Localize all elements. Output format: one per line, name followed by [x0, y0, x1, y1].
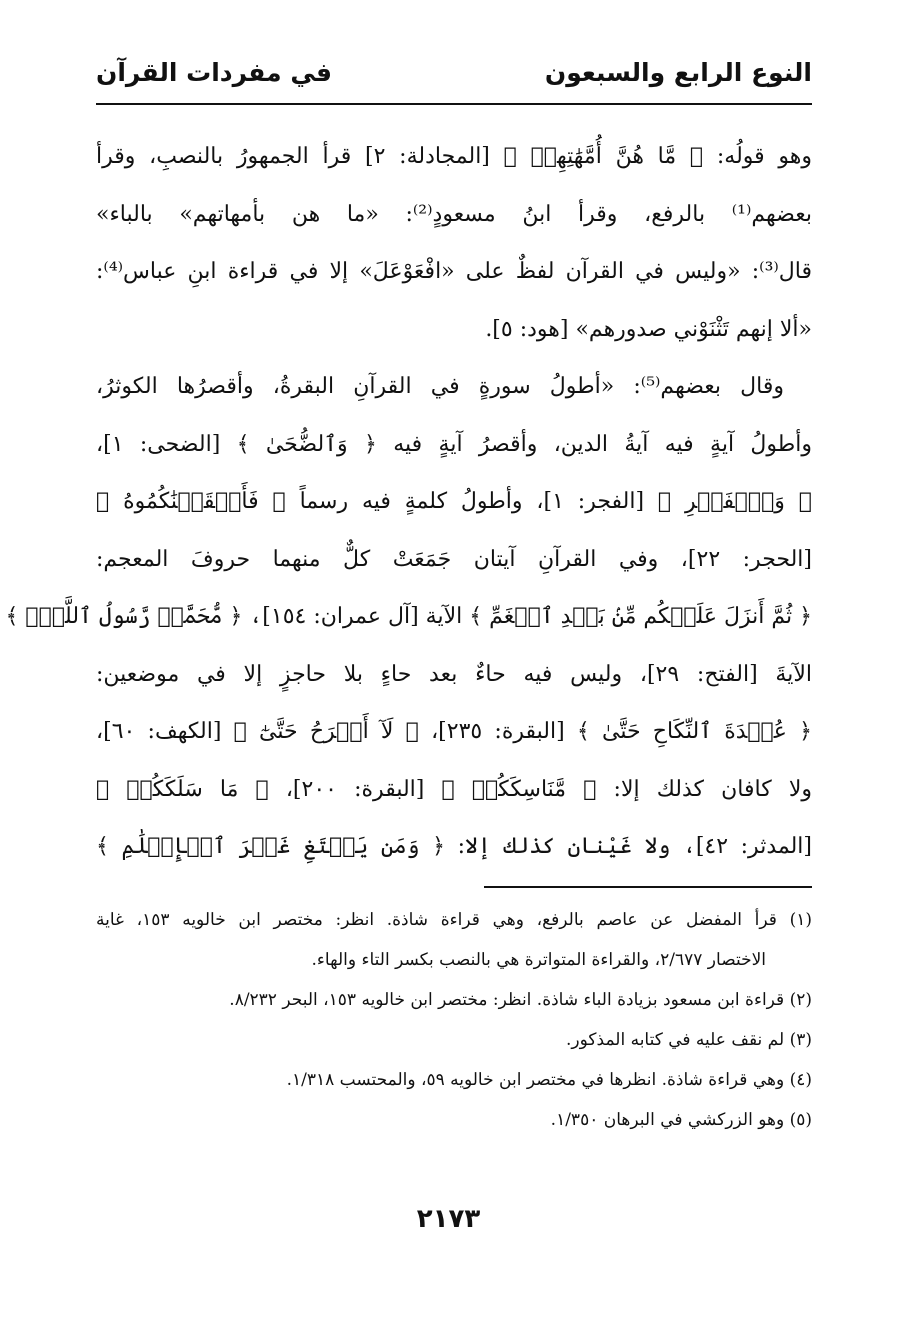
- text-line: قال⁽³⁾: «وليس في القرآن لفظٌ على «افْعَوْعَلَ» إلا في قراءة ابنِ عباس⁽⁴⁾:: [96, 259, 812, 284]
- text-line: ﴿ ثُمَّ أَنزَلَ عَلَيۡكُم مِّنۢ بَعۡدِ ٱلۡغَمِّ ﴾ الآية [آل عمران: ١٥٤]، ﴿ مُّحَمَّدٞ رَّسُولُ ٱللَّهِۚ ﴾: [5, 604, 812, 629]
- header-divider: [96, 103, 812, 105]
- footnote-line: (٢) قراءة ابن مسعود بزيادة الباء شاذة. انظر: مختصر ابن خالويه ١٥٣، البحر ٨/٢٣٢.: [229, 990, 812, 1010]
- text-line: ولا كافان كذلك إلا: ﴿ مَّنَاسِكَكُمۡ ﴾ [البقرة: ٢٠٠]، ﴿ مَا سَلَكَكُمۡ ﴾: [96, 776, 813, 802]
- book-section-title: في مفردات القرآن: [96, 58, 333, 87]
- text-line: ﴿ وَٱلۡفَجۡرِ ﴾ [الفجر: ١]، وأطولُ كلمةٍ فيه رسماً ﴿ فَأَسۡقَيۡنَٰكُمُوهُ ﴾: [96, 489, 812, 514]
- text-line: ﴿ عُقۡدَةَ ٱلنِّكَاحِ حَتَّىٰ ﴾ [البقرة: ٢٣٥]، ﴿ لَآ أَبۡرَحُ حَتَّىٰٓ ﴾ [الكهف: ٦٠]،: [96, 719, 812, 744]
- footnote-line: (٣) لم نقف عليه في كتابه المذكور.: [566, 1030, 812, 1050]
- page-number: ٢١٧٣: [416, 1204, 481, 1234]
- footnote-divider: [484, 886, 812, 888]
- footnote-line: (٤) وهي قراءة شاذة. انظرها في مختصر ابن خالويه ٥٩، والمحتسب ١/٣١٨.: [286, 1070, 812, 1090]
- text-line: وقال بعضهم⁽⁵⁾: «أطولُ سورةٍ في القرآنِ البقرةُ، وأقصرُها الكوثرُ،: [96, 374, 784, 399]
- text-line: بعضهم⁽¹⁾ بالرفع، وقرأ ابنُ مسعودٍ⁽²⁾: «ما هن بأمهاتهم» بالباء»: [96, 201, 812, 227]
- footnote-line: (٥) وهو الزركشي في البرهان ١/٣٥٠.: [550, 1110, 812, 1130]
- footnotes: [96, 900, 812, 1140]
- main-text: [5, 128, 813, 876]
- chapter-title: النوع الرابع والسبعون: [544, 58, 812, 87]
- footnote-line: الاختصار ٢/٦٧٧، والقراءة المتواترة هي بالنصب بكسر التاء والهاء.: [311, 950, 766, 970]
- text-line: [المدثر: ٤٢]، ولا غَيْنان كذلك إلا: ﴿ وَمَن يَبۡتَغِ غَيۡرَ ٱلۡإِسۡلَٰمِ ﴾: [96, 834, 812, 859]
- text-line: [الحجر: ٢٢]، وفي القرآنِ آيتان جَمَعَتْ كلٌّ منهما حروفَ المعجم:: [96, 546, 812, 572]
- running-header: [96, 56, 812, 100]
- text-line: الآيةَ [الفتح: ٢٩]، وليس فيه حاءٌ بعد حاءٍ بلا حاجزٍ إلا في موضعين:: [96, 661, 812, 687]
- text-line: وأطولُ آيةٍ فيه آيةُ الدين، وأقصرُ آيةٍ فيه ﴿ وَٱلضُّحَىٰ ﴾ [الضحى: ١]،: [96, 431, 812, 457]
- footnote-line: (١) قرأ المفضل عن عاصم بالرفع، وهي قراءة شاذة. انظر: مختصر ابن خالويه ١٥٣، غاية: [96, 910, 812, 930]
- text-line: وهو قولُه: ﴿ مَّا هُنَّ أُمَّهَٰتِهِمۡ ﴾ [المجادلة: ٢] قرأ الجمهورُ بالنصبِ، وقرأ: [96, 144, 812, 169]
- text-line: «ألا إنهم تَثْنَوْني صدورهم» [هود: ٥].: [485, 316, 812, 342]
